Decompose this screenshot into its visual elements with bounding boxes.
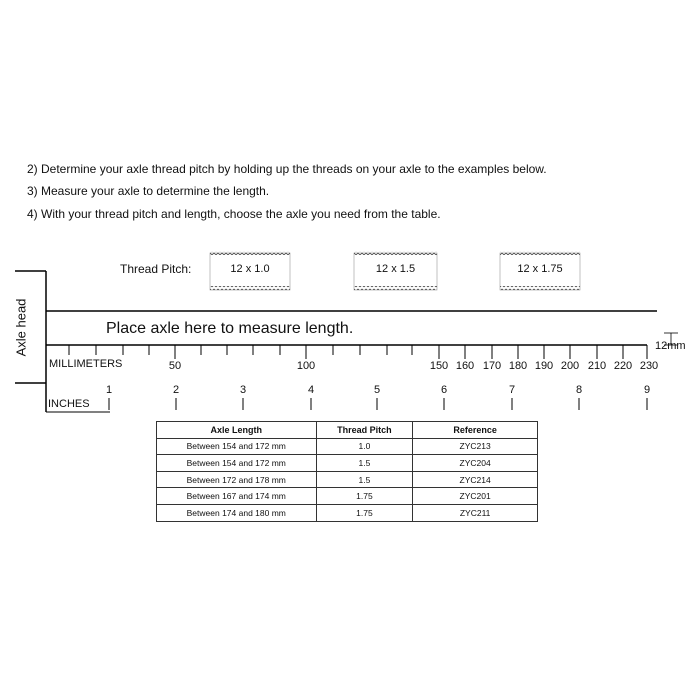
cell-axle-length: Between 154 and 172 mm	[157, 455, 317, 472]
mm-number: 150	[429, 360, 449, 372]
cell-axle-length: Between 174 and 180 mm	[157, 504, 317, 521]
inch-number: 1	[105, 384, 113, 396]
thread-pitch-label: Thread Pitch:	[120, 262, 192, 276]
inch-number: 2	[172, 384, 180, 396]
mm-number: 160	[455, 360, 475, 372]
cell-axle-length: Between 167 and 174 mm	[157, 488, 317, 505]
inch-number: 6	[440, 384, 448, 396]
cell-thread-pitch: 1.75	[316, 504, 413, 521]
mm-number: 200	[560, 360, 580, 372]
mm-number: 100	[296, 360, 316, 372]
place-axle-text: Place axle here to measure length.	[106, 320, 354, 337]
table-row	[157, 504, 538, 521]
inch-number: 3	[239, 384, 247, 396]
header-reference: Reference	[413, 422, 538, 439]
axle-head-label: Axle head	[13, 298, 29, 357]
instruction-step-3: 3) Measure your axle to determine the length.	[27, 184, 270, 198]
header-thread-pitch: Thread Pitch	[316, 422, 413, 439]
instruction-step-2: 2) Determine your axle thread pitch by holding up the threads on your axle to the examples below.	[27, 162, 547, 176]
table-row	[157, 438, 538, 455]
end-12mm-label: 12mm	[655, 340, 686, 352]
inch-number: 5	[373, 384, 381, 396]
inch-number: 7	[508, 384, 516, 396]
header-axle-length: Axle Length	[157, 422, 317, 439]
millimeters-label: MILLIMETERS	[49, 358, 123, 370]
cell-thread-pitch: 1.0	[316, 438, 413, 455]
inch-number: 8	[575, 384, 583, 396]
mm-number: 220	[613, 360, 633, 372]
table-row	[157, 488, 538, 505]
instruction-step-4: 4) With your thread pitch and length, choose the axle you need from the table.	[27, 207, 441, 221]
inch-number: 9	[643, 384, 651, 396]
cell-axle-length: Between 154 and 172 mm	[157, 438, 317, 455]
mm-number: 170	[482, 360, 502, 372]
cell-thread-pitch: 1.75	[316, 488, 413, 505]
cell-thread-pitch: 1.5	[316, 455, 413, 472]
cell-reference: ZYC214	[413, 471, 538, 488]
inch-ticks	[109, 398, 647, 410]
cell-thread-pitch: 1.5	[316, 471, 413, 488]
table-row	[157, 455, 538, 472]
cell-reference: ZYC211	[413, 504, 538, 521]
mm-ticks	[69, 345, 647, 359]
mm-number: 210	[587, 360, 607, 372]
cell-reference: ZYC213	[413, 438, 538, 455]
mm-number: 190	[534, 360, 554, 372]
mm-number: 230	[639, 360, 659, 372]
thread-sample-1-label: 12 x 1.0	[230, 263, 270, 275]
table-header-row	[157, 422, 538, 439]
thread-sample-2-label: 12 x 1.5	[375, 263, 416, 275]
mm-number: 180	[508, 360, 528, 372]
inches-label: INCHES	[48, 398, 90, 410]
table-row	[157, 471, 538, 488]
cell-reference: ZYC204	[413, 455, 538, 472]
thread-sample-3-label: 12 x 1.75	[517, 263, 563, 275]
axle-reference-table	[156, 421, 538, 522]
cell-reference: ZYC201	[413, 488, 538, 505]
mm-number: 50	[168, 360, 182, 372]
inch-number: 4	[307, 384, 315, 396]
cell-axle-length: Between 172 and 178 mm	[157, 471, 317, 488]
